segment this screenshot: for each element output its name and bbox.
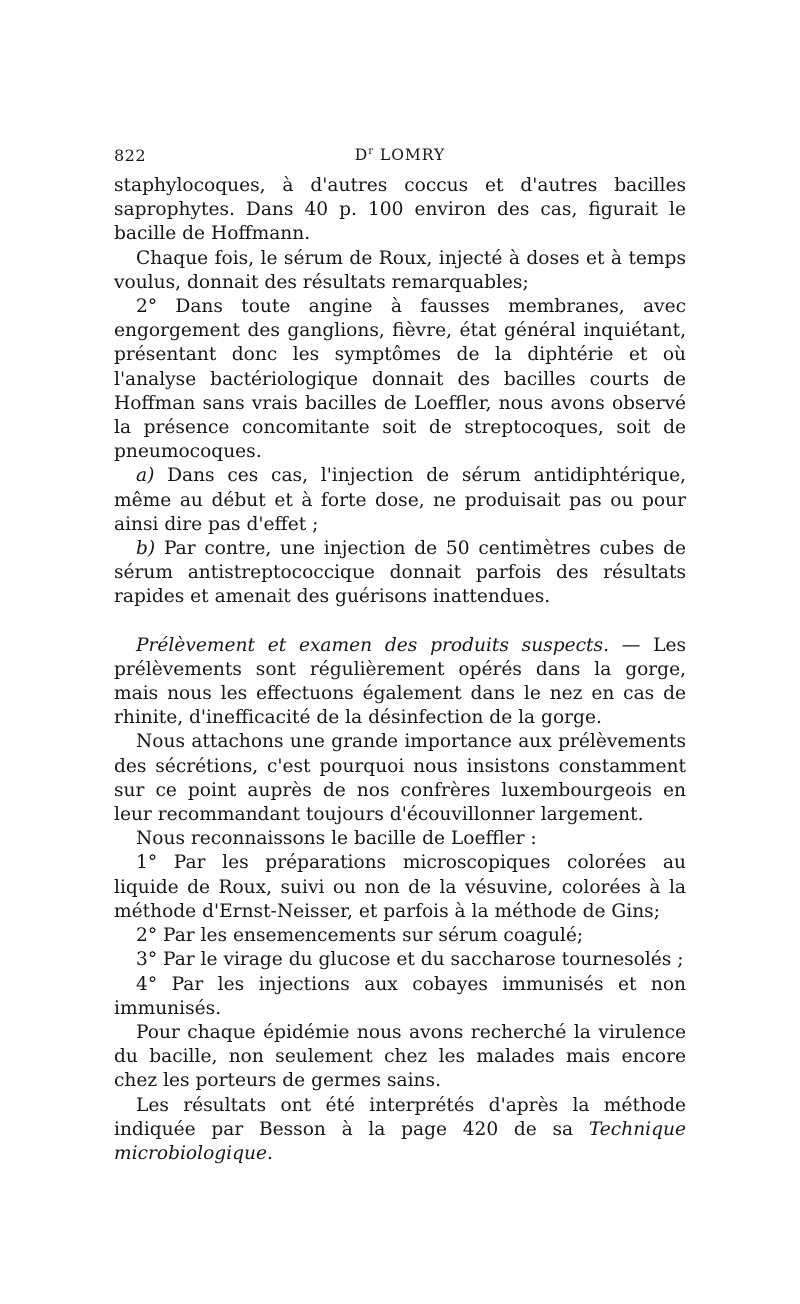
body-text <box>114 174 686 1166</box>
running-title-prefix-superscript: r <box>368 145 374 157</box>
paragraph-method-1: 1° Par les préparations microscopiques colorées au liquide de Roux, suivi ou non de la vésuvine, colorées à la méthode d'Ernst-Neisser, et parfois à la méthode de Gins; <box>114 852 686 922</box>
paragraph-virulence: Pour chaque épidémie nous avons recherché la virulence du bacille, non seulement chez les malades mais encore chez les porteurs de germes sains. <box>114 1021 686 1092</box>
page-header <box>114 140 686 174</box>
paragraph-besson-text: Les résultats ont été interprétés d'après la méthode indiquée par Besson à la page 420 de sa <box>114 1094 686 1140</box>
paragraph-point-b-text: Par contre, une injection de 50 centimètres cubes de sérum antistreptococcique donnait parfois des résultats rapides et amenait des guérisons inattendues. <box>114 538 686 608</box>
paragraph-section-sampling <box>114 634 686 731</box>
document-page <box>114 140 686 1166</box>
paragraph-besson <box>114 1094 686 1167</box>
marker-b: b) <box>136 538 156 560</box>
page-number: 822 <box>114 146 147 165</box>
running-title <box>114 146 686 164</box>
section-sampling-text: — Les prélèvements sont régulièrement opérés dans la gorge, mais nous les effectuons également dans le nez en cas de rhinite, d'inefficacité de la désinfection de la gorge. <box>114 634 687 729</box>
book-title: Technique microbiologique <box>114 1118 686 1164</box>
paragraph-method-4: 4° Par les injections aux cobayes immunisés et non immunisés. <box>114 973 686 1019</box>
paragraph-point-a <box>114 464 686 537</box>
section-heading: Prélèvement et examen des produits suspects. <box>136 634 609 656</box>
paragraph-method-3: 3° Par le virage du glucose et du saccharose tournesolés ; <box>136 949 684 971</box>
marker-a: a) <box>136 465 155 487</box>
paragraph-point-a-text: Dans ces cas, l'injection de sérum antidiphtérique, même au début et à forte dose, ne produisait pas ou pour ainsi dire pas d'effet ; <box>114 465 686 535</box>
paragraph-secretions: Nous attachons une grande importance aux prélèvements des sécrétions, c'est pourquoi nous insistons constamment sur ce point auprès de nos confrères luxembourgeois en leur recommandant toujours d'écouvillonner largement. <box>114 731 686 826</box>
paragraph-point-b <box>114 537 686 610</box>
paragraph-point-2: 2° Dans toute angine à fausses membranes, avec engorgement des ganglions, fièvre, état général inquiétant, présentant donc les symptômes de la diphtérie et où l'analyse bactériologique donnait des bacilles courts de Hoffman sans vrais bacilles de Loeffler, nous avons observé la présence concomitante soit de streptocoques, soit de pneumocoques. <box>114 296 686 463</box>
paragraph-besson-end: . <box>267 1142 273 1164</box>
paragraph-method-2: 2° Par les ensemencements sur sérum coagulé; <box>136 925 584 947</box>
running-title-name: LOMRY <box>379 146 446 164</box>
paragraph-recognition-intro: Nous reconnaissons le bacille de Loeffler : <box>136 828 537 850</box>
paragraph-continuation: staphylocoques, à d'autres coccus et d'autres bacilles saprophytes. Dans 40 p. 100 environ des cas, figurait le bacille de Hoffmann. <box>114 175 686 245</box>
paragraph-serum-results: Chaque fois, le sérum de Roux, injecté à doses et à temps voulus, donnait des résultats remarquables; <box>114 247 686 293</box>
running-title-prefix: $D^r$ <box>354 145 374 164</box>
